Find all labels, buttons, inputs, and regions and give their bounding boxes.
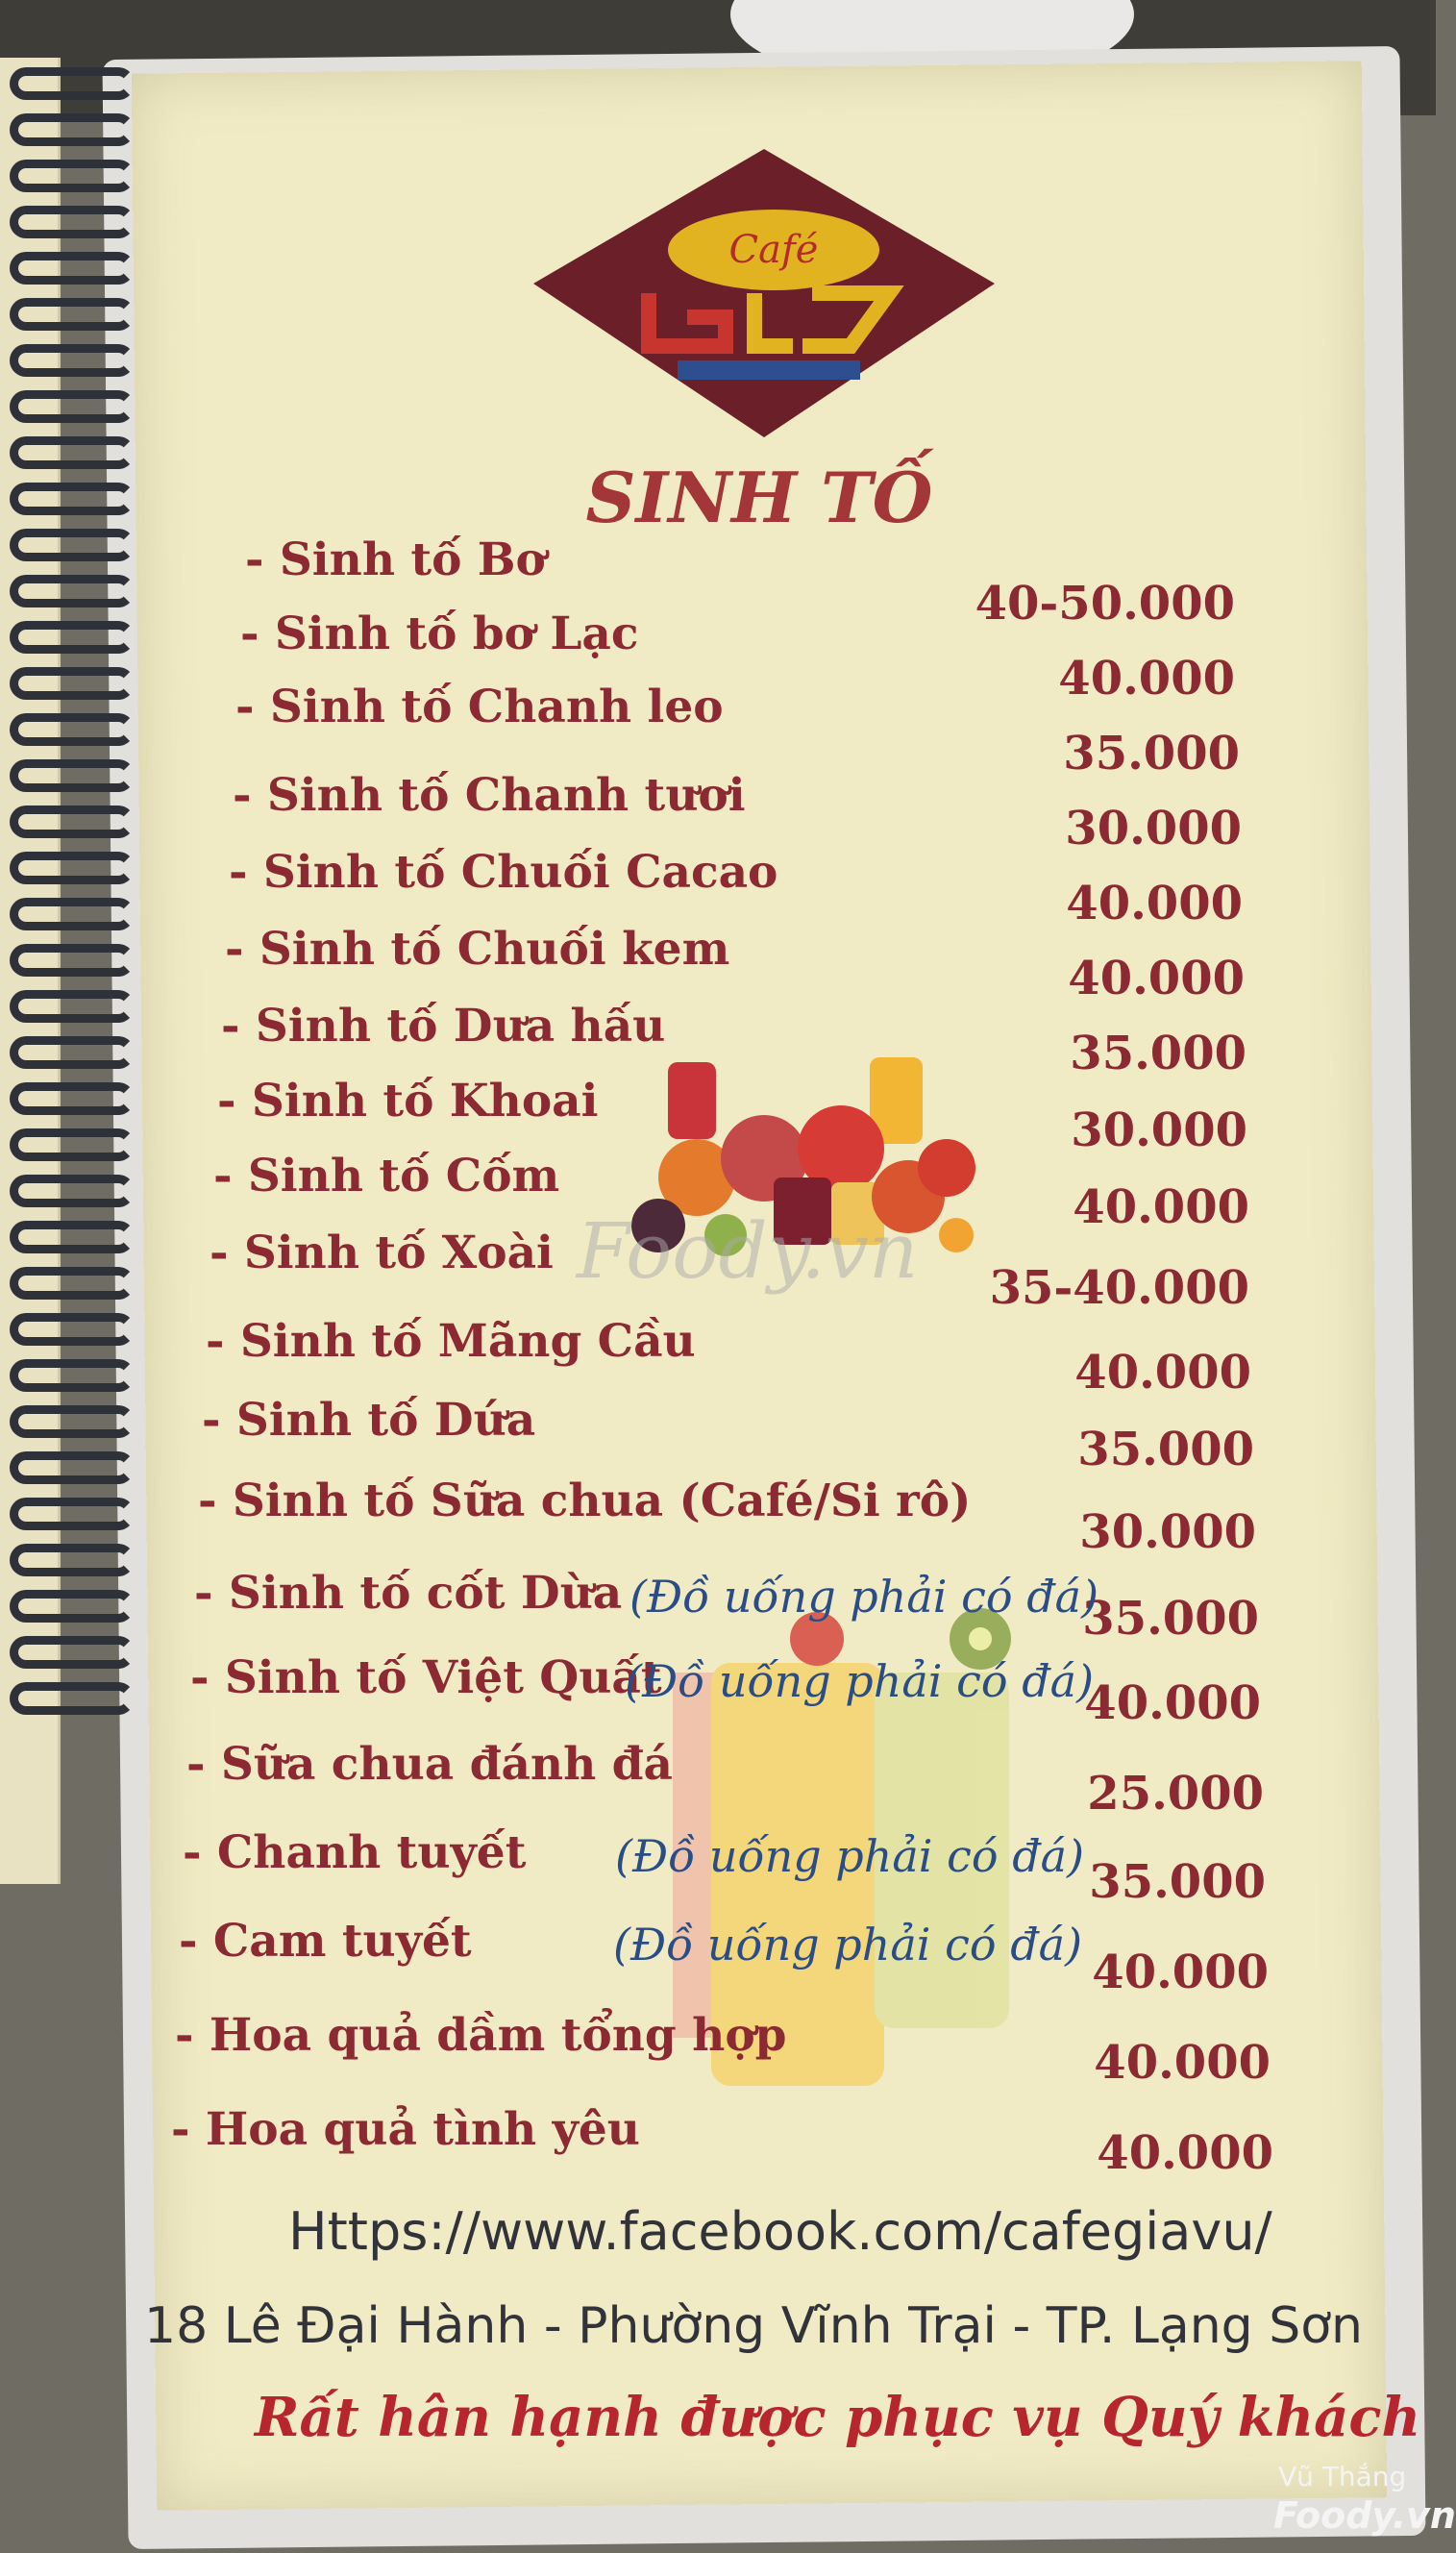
spiral-ring <box>10 1221 135 1253</box>
menu-item-note: (Đồ uống phải có đá) <box>625 1655 1095 1707</box>
menu-item-name: - Sinh tố bơ Lạc <box>240 607 639 660</box>
menu-item-price: 35.000 <box>1089 1855 1266 1909</box>
menu-item-price: 35-40.000 <box>989 1261 1249 1315</box>
spiral-ring <box>10 252 135 285</box>
spiral-ring <box>10 1682 135 1715</box>
foody-logo: Foody.vn <box>1273 2494 1456 2537</box>
menu-item-name: - Sinh tố Dứa <box>202 1394 536 1447</box>
menu-item-name: - Sinh tố Sữa chua (Café/Si rô) <box>198 1475 972 1527</box>
cafe-logo <box>533 149 995 437</box>
spiral-ring <box>10 344 135 377</box>
page-title: SINH TỐ <box>585 457 933 538</box>
spiral-ring <box>10 1313 135 1346</box>
menu-item-name: - Sinh tố Mãng Cầu <box>206 1315 696 1368</box>
spiral-ring <box>10 898 135 930</box>
menu-item-price: 40.000 <box>1073 1180 1249 1234</box>
menu-item-name: - Sinh tố Chuối Cacao <box>229 846 778 899</box>
menu-item-price: 40.000 <box>1092 1946 1269 1999</box>
menu-item-price: 40.000 <box>1097 2126 1273 2180</box>
spiral-ring <box>10 436 135 469</box>
spiral-ring <box>10 852 135 884</box>
menu-item-price: 40.000 <box>1094 2036 1271 2090</box>
menu-item-price: 40.000 <box>1084 1676 1261 1730</box>
menu-item-name: - Sinh tố cốt Dừa <box>194 1567 623 1620</box>
menu-item-price: 30.000 <box>1065 802 1242 855</box>
foody-watermark-center: Foody.vn <box>577 1206 919 1296</box>
menu-item-name: - Sinh tố Xoài <box>210 1227 554 1279</box>
spiral-ring <box>10 806 135 838</box>
menu-item-name: - Sinh tố Cốm <box>213 1150 560 1202</box>
photo-credit: Vũ Thắng <box>1278 2461 1407 2492</box>
address: 18 Lê Đại Hành - Phường Vĩnh Trại - TP. Lạng Sơn <box>144 2297 1363 2355</box>
menu-item-name: - Hoa quả tình yêu <box>171 2103 640 2156</box>
menu-item-name: - Sinh tố Dưa hấu <box>221 1000 666 1053</box>
spiral-ring <box>10 390 135 423</box>
spiral-ring <box>10 1128 135 1161</box>
spiral-ring <box>10 1498 135 1530</box>
menu-item-name: - Cam tuyết <box>179 1915 472 1968</box>
spiral-ring <box>10 1405 135 1438</box>
thanks-message: Rất hân hạnh được phục vụ Quý khách <box>255 2386 1421 2449</box>
spiral-ring <box>10 113 135 146</box>
spiral-ring <box>10 67 135 100</box>
menu-item-name: - Sinh tố Việt Quất <box>190 1651 662 1704</box>
spiral-ring <box>10 1636 135 1669</box>
spiral-ring <box>10 1359 135 1392</box>
menu-item-name: - Sinh tố Chuối kem <box>225 923 730 976</box>
menu-item-price: 35.000 <box>1082 1592 1259 1646</box>
menu-item-name: - Sinh tố Khoai <box>217 1075 599 1128</box>
spiral-binding <box>10 67 154 1749</box>
spiral-ring <box>10 160 135 192</box>
logo-text: Café <box>728 228 819 272</box>
spiral-ring <box>10 206 135 238</box>
spiral-ring <box>10 1544 135 1576</box>
menu-item-note: (Đồ uống phải có đá) <box>615 1830 1085 1882</box>
menu-item-price: 25.000 <box>1087 1767 1264 1821</box>
spiral-ring <box>10 759 135 792</box>
menu-item-price: 40.000 <box>1066 877 1243 930</box>
spiral-ring <box>10 1590 135 1623</box>
spiral-ring <box>10 1036 135 1069</box>
spiral-ring <box>10 1451 135 1484</box>
menu-item-price: 35.000 <box>1063 727 1240 781</box>
menu-item-price: 40-50.000 <box>975 577 1235 631</box>
menu-item-name: - Sữa chua đánh đá <box>186 1738 673 1791</box>
spiral-ring <box>10 529 135 561</box>
menu-item-price: 40.000 <box>1058 652 1235 706</box>
menu-item-price: 35.000 <box>1070 1027 1246 1080</box>
menu-item-name: - Sinh tố Bơ <box>245 533 546 586</box>
menu-item-name: - Chanh tuyết <box>183 1826 527 1879</box>
menu-item-price: 35.000 <box>1077 1423 1254 1476</box>
menu-item-price: 30.000 <box>1071 1103 1247 1157</box>
menu-item-name: - Sinh tố Chanh leo <box>235 681 724 733</box>
spiral-ring <box>10 1267 135 1300</box>
spiral-ring <box>10 298 135 331</box>
spiral-ring <box>10 1175 135 1207</box>
spiral-ring <box>10 621 135 654</box>
spiral-ring <box>10 667 135 700</box>
menu-item-price: 40.000 <box>1068 952 1245 1005</box>
spiral-ring <box>10 990 135 1023</box>
menu-item-name: - Sinh tố Chanh tươi <box>233 769 746 822</box>
menu-item-price: 40.000 <box>1074 1346 1251 1400</box>
menu-item-note: (Đồ uống phải có đá) <box>629 1571 1099 1623</box>
spiral-ring <box>10 713 135 746</box>
spiral-ring <box>10 944 135 977</box>
spiral-ring <box>10 1082 135 1115</box>
menu-item-note: (Đồ uống phải có đá) <box>613 1919 1083 1971</box>
spiral-ring <box>10 575 135 607</box>
menu-item-price: 30.000 <box>1079 1505 1256 1559</box>
menu-item-name: - Hoa quả dầm tổng hợp <box>175 2009 787 2062</box>
facebook-url: Https://www.facebook.com/cafegiavu/ <box>288 2201 1272 2262</box>
spiral-ring <box>10 483 135 515</box>
